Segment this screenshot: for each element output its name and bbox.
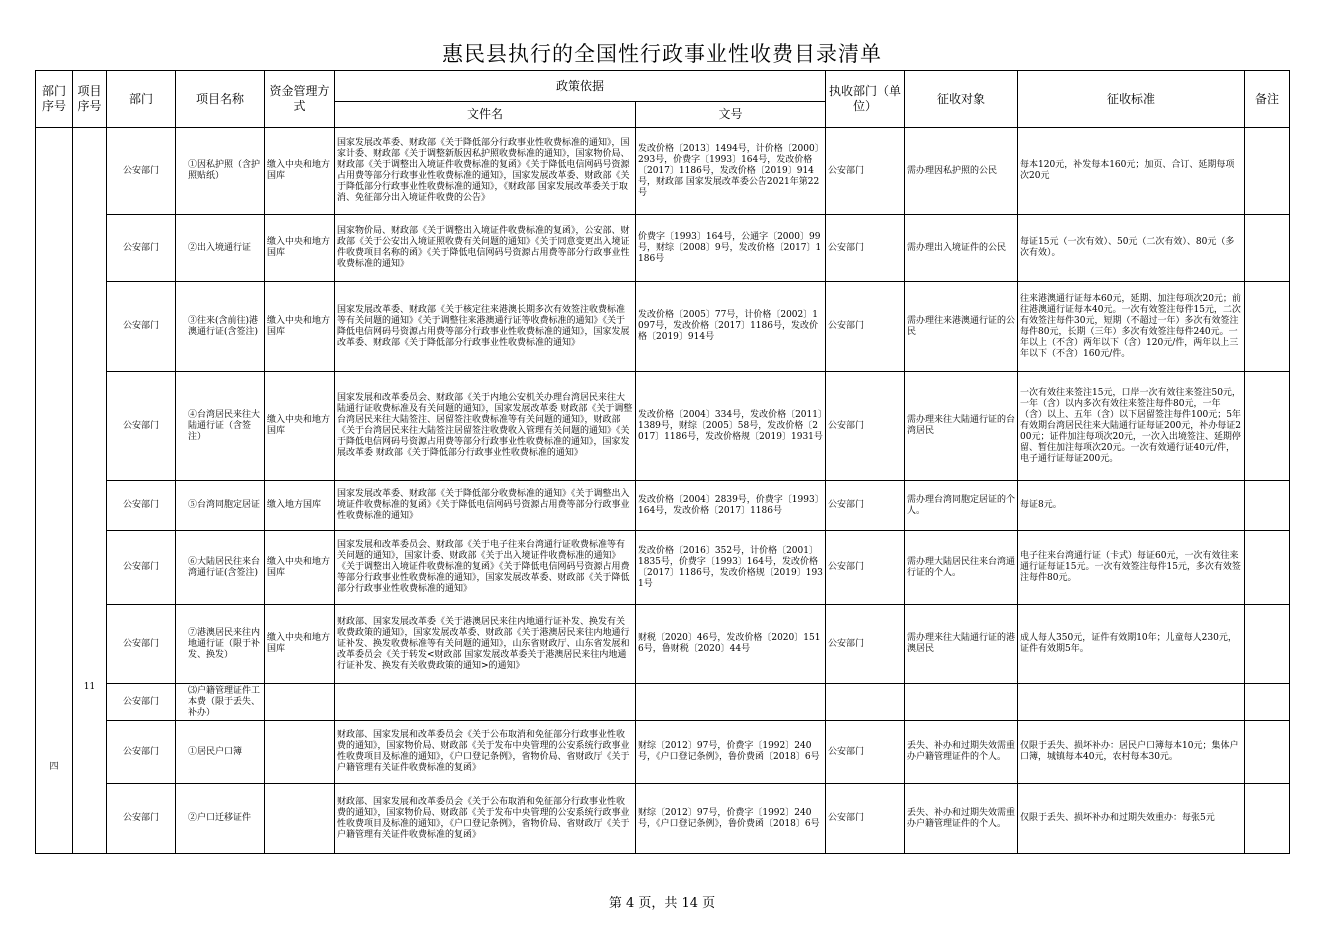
doc-no-cell: 价费字〔1993〕164号，公通字〔2000〕99号，财综〔2008〕9号，发改价格〔2017〕1186号 <box>636 215 826 282</box>
fund-cell <box>265 684 335 721</box>
item-seq-cell: 11 <box>73 128 107 854</box>
doc-no-cell: 发改价格〔2016〕352号，计价格〔2001〕1835号，价费字〔1993〕164号，发改价格〔2017〕1186号，发改价格规〔2019〕1931号 <box>636 531 826 605</box>
item-name-cell: ③往来(含前往)港澳通行证(含签注) <box>176 282 265 372</box>
header-standard: 征收标准 <box>1018 71 1245 128</box>
doc-no-cell: 财税〔2020〕46号，发改价格〔2020〕1516号，鲁财税〔2020〕44号 <box>636 605 826 684</box>
page-title: 惠民县执行的全国性行政事业性收费目录清单 <box>442 42 882 66</box>
target-cell: 丢失、补办和过期失效需重办户籍管理证件的个人。 <box>905 784 1018 854</box>
header-remark: 备注 <box>1245 71 1290 128</box>
doc-name-cell: 财政部、国家发展和改革委员会《关于公布取消和免征部分行政事业性收费的通知》，国家物价局、财政部《关于发布中央管理的公安系统行政事业性收费项目及标准的通知》，《户口登记条例》，省物价局、省财政厅《关于户籍管理有关证件收费标准的复函》 <box>335 784 636 854</box>
table-row <box>36 128 1290 215</box>
fund-cell: 缴入中央和地方国库 <box>265 531 335 605</box>
doc-name-cell: 国家发展改革委、财政部《关于降低部分行政事业性收费标准的通知》，国家计委、财政部《关于调整新版因私护照收费标准的通知》，国家物价局、财政部《关于调整出入境证件收费标准的复函》《关于降低电信网码号资源占用费等部分行政事业性收费标准的通知》，国家发展改革委、财政部《关于降低部分行政事业性收费标准的通知》，《财政部 国家发展改革委关于取消、免征部分出入境证件收费的公告》 <box>335 128 636 215</box>
target-cell: 丢失、补办和过期失效需重办户籍管理证件的个人。 <box>905 721 1018 784</box>
dept-cell: 公安部门 <box>107 128 176 215</box>
remark-cell <box>1245 282 1290 372</box>
remark-cell <box>1245 684 1290 721</box>
fund-cell: 缴入中央和地方国库 <box>265 605 335 684</box>
table-row <box>36 531 1290 605</box>
standard-cell: 一次有效往来签注15元，口岸一次有效往来签注50元，一年（含）以内多次有效往来签注每件80元，一年（含）以上、五年（含）以下居留签注每件100元；5年有效期台湾居民往来大陆通行证每证200元，补办每证200元；证件加注每项次20元，一次入出境签注、延期停留、暂住加注每项次20元。一次有效通行证40元/件，电子通行证每证200元。 <box>1018 372 1245 481</box>
dept-cell: 公安部门 <box>107 372 176 481</box>
exec-dept-cell: 公安部门 <box>826 784 905 854</box>
standard-cell: 仅限于丢失、损坏补办和过期失效重办：每张5元 <box>1018 784 1245 854</box>
item-name-cell: ⑥大陆居民往来台湾通行证(含签注) <box>176 531 265 605</box>
dept-cell: 公安部门 <box>107 481 176 531</box>
fund-cell: 缴入中央和地方国库 <box>265 282 335 372</box>
doc-name-cell: 财政部、国家发展和改革委员会《关于公布取消和免征部分行政事业性收费的通知》，国家物价局、财政部《关于发布中央管理的公安系统行政事业性收费项目及标准的通知》，《户口登记条例》，省物价局、省财政厅《关于户籍管理有关证件收费标准的复函》 <box>335 721 636 784</box>
doc-name-cell: 国家发展和改革委员会、财政部《关于内地公安机关办理台湾居民来往大陆通行证收费标准及有关问题的通知》，国家发展改革委 财政部《关于调整台湾居民来往大陆签注、居留签注收费标准等有关问题的通知》，财政部《关于台湾居民来往大陆签注居留签注收费收入管理有关问题的通知》《关于降低电信网码号资源占用费等部分行政事业性收费标准的通知》，国家发展改革委 财政部《关于降低部分行政事业性收费标准的通知》 <box>335 372 636 481</box>
item-name-cell: ②户口迁移证件 <box>176 784 265 854</box>
doc-name-cell: 财政部、国家发展改革委《关于港澳居民来往内地通行证补发、换发有关收费政策的通知》，国家发展改革委、财政部《关于港澳居民来往内地通行证补发、换发收费标准等有关问题的通知》，山东省财政厅、山东省发展和改革委员会《关于转发<财政部 国家发展改革委关于港澳居民来往内地通行证补发、换发有关收费政策的通知>的通知》 <box>335 605 636 684</box>
doc-name-cell: 国家发展和改革委员会、财政部《关于电子往来台湾通行证收费标准等有关问题的通知》，国家计委、财政部《关于出入境证件收费标准的通知》《关于调整出入境证件收费标准的复函》《关于降低电信网码号资源占用费等部分行政事业性收费标准的通知》，国家发展改革委、财政部《关于降低部分行政事业性收费标准的通知》 <box>335 531 636 605</box>
exec-dept-cell: 公安部门 <box>826 605 905 684</box>
remark-cell <box>1245 605 1290 684</box>
remark-cell <box>1245 215 1290 282</box>
table-row <box>36 605 1290 684</box>
doc-name-cell: 国家物价局、财政部《关于调整出入境证件收费标准的复函》，公安部、财政部《关于公安出入境证照收费有关问题的通知》《关于同意变更出入境证件收费项目名称的函》《关于降低电信网码号资源占用费等部分行政事业性收费标准的通知》 <box>335 215 636 282</box>
standard-cell: 仅限于丢失、损坏补办：居民户口簿每本10元；集体户口簿，城镇每本40元，农村每本30元。 <box>1018 721 1245 784</box>
doc-no-cell: 发改价格〔2013〕1494号，计价格〔2000〕293号，价费字〔1993〕164号，发改价格〔2017〕1186号，发改价格〔2019〕914号，财政部 国家发展改革委公告2021年第22号 <box>636 128 826 215</box>
item-name-cell: ④台湾居民来往大陆通行证（含签注） <box>176 372 265 481</box>
item-name-cell: ⑶户籍管理证件工本费（限于丢失、补办） <box>176 684 265 721</box>
header-fund-mgmt: 资金管理方式 <box>265 71 335 128</box>
dept-cell: 公安部门 <box>107 684 176 721</box>
item-name-cell: ⑦港澳居民来往内地通行证（限于补发、换发） <box>176 605 265 684</box>
doc-no-cell: 财综〔2012〕97号，价费字〔1992〕240号，《户口登记条例》，鲁价费函〔2018〕6号 <box>636 784 826 854</box>
dept-cell: 公安部门 <box>107 605 176 684</box>
standard-cell: 每证15元（一次有效）、50元（二次有效）、80元（多次有效）。 <box>1018 215 1245 282</box>
standard-cell: 电子往来台湾通行证（卡式）每证60元，一次有效往来通行证每证15元。一次有效签注每件15元，多次有效签注每件80元。 <box>1018 531 1245 605</box>
table-row <box>36 721 1290 784</box>
exec-dept-cell: 公安部门 <box>826 721 905 784</box>
item-name-cell: ①居民户口簿 <box>176 721 265 784</box>
table-row <box>36 684 1290 721</box>
header-policy-basis: 政策依据 <box>335 71 826 102</box>
doc-no-cell: 财综〔2012〕97号，价费字〔1992〕240号，《户口登记条例》，鲁价费函〔2018〕6号 <box>636 721 826 784</box>
fund-cell: 缴入中央和地方国库 <box>265 372 335 481</box>
exec-dept-cell: 公安部门 <box>826 128 905 215</box>
standard-cell: 往来港澳通行证每本60元，延期、加注每项次20元；前往港澳通行证每本40元。一次有效签注每件15元，二次有效签注每件30元，短期（不超过一年）多次有效签注每件80元，长期（三年）多次有效签注每件240元。一年以上（不含）两年以下（含）120元/件，两年以上三年以下（不含）160元/件。 <box>1018 282 1245 372</box>
fund-cell: 缴入地方国库 <box>265 481 335 531</box>
target-cell: 需办理出入境证件的公民 <box>905 215 1018 282</box>
target-cell: 需办理台湾同胞定居证的个人。 <box>905 481 1018 531</box>
target-cell: 需办理大陆居民往来台湾通行证的个人。 <box>905 531 1018 605</box>
header-dept: 部门 <box>107 71 176 128</box>
exec-dept-cell: 公安部门 <box>826 372 905 481</box>
header-dept-seq: 部门序号 <box>36 71 73 128</box>
remark-cell <box>1245 481 1290 531</box>
doc-name-cell: 国家发展改革委、财政部《关于降低部分收费标准的通知》《关于调整出入境证件收费标准的复函》《关于降低电信网码号资源占用费等部分行政事业性收费标准的通知》 <box>335 481 636 531</box>
remark-cell <box>1245 128 1290 215</box>
exec-dept-cell: 公安部门 <box>826 481 905 531</box>
exec-dept-cell: 公安部门 <box>826 282 905 372</box>
header-item-name: 项目名称 <box>176 71 265 128</box>
dept-cell: 公安部门 <box>107 215 176 282</box>
header-doc-name: 文件名 <box>335 102 636 128</box>
item-name-cell: ①因私护照（含护照贴纸） <box>176 128 265 215</box>
table-row <box>36 215 1290 282</box>
doc-no-cell: 发改价格〔2005〕77号，计价格〔2002〕1097号，发改价格〔2017〕1186号，发改价格〔2019〕914号 <box>636 282 826 372</box>
remark-cell <box>1245 784 1290 854</box>
exec-dept-cell <box>826 684 905 721</box>
doc-name-cell: 国家发展改革委、财政部《关于核定往来港澳长期多次有效签注收费标准等有关问题的通知》《关于调整往来港澳通行证等收费标准的通知》《关于降低电信网码号资源占用费等部分行政事业性收费标准的通知》，国家发展改革委、财政部《关于降低部分行政事业性收费标准的通知》 <box>335 282 636 372</box>
dept-cell: 公安部门 <box>107 721 176 784</box>
target-cell: 需办理往来港澳通行证的公民 <box>905 282 1018 372</box>
exec-dept-cell: 公安部门 <box>826 531 905 605</box>
standard-cell: 每证8元。 <box>1018 481 1245 531</box>
dept-cell: 公安部门 <box>107 784 176 854</box>
page-footer: 第 4 页，共 14 页 <box>608 896 716 911</box>
item-name-cell: ⑤台湾同胞定居证 <box>176 481 265 531</box>
header-item-seq: 项目序号 <box>73 71 107 128</box>
item-name-cell: ②出入境通行证 <box>176 215 265 282</box>
fund-cell: 缴入中央和地方国库 <box>265 215 335 282</box>
fund-cell <box>265 721 335 784</box>
target-cell <box>905 684 1018 721</box>
remark-cell <box>1245 721 1290 784</box>
exec-dept-cell: 公安部门 <box>826 215 905 282</box>
fee-catalog-table <box>35 70 1290 854</box>
doc-no-cell <box>636 684 826 721</box>
target-cell: 需办理来往大陆通行证的台湾居民 <box>905 372 1018 481</box>
table-row <box>36 481 1290 531</box>
dept-seq-cell: 四 <box>36 128 73 854</box>
fund-cell: 缴入中央和地方国库 <box>265 128 335 215</box>
header-doc-no: 文号 <box>636 102 826 128</box>
standard-cell: 成人每人350元，证件有效期10年；儿童每人230元，证件有效期5年。 <box>1018 605 1245 684</box>
remark-cell <box>1245 531 1290 605</box>
doc-name-cell <box>335 684 636 721</box>
doc-no-cell: 发改价格〔2004〕334号，发改价格〔2011〕1389号，财综〔2005〕58号，发改价格〔2017〕1186号，发改价格规〔2019〕1931号 <box>636 372 826 481</box>
remark-cell <box>1245 372 1290 481</box>
target-cell: 需办理因私护照的公民 <box>905 128 1018 215</box>
header-exec-dept: 执收部门（单位） <box>826 71 905 128</box>
fund-cell <box>265 784 335 854</box>
standard-cell <box>1018 684 1245 721</box>
doc-no-cell: 发改价格〔2004〕2839号，价费字〔1993〕164号，发改价格〔2017〕1186号 <box>636 481 826 531</box>
table-row <box>36 282 1290 372</box>
target-cell: 需办理来往大陆通行证的港澳居民 <box>905 605 1018 684</box>
table-row <box>36 372 1290 481</box>
dept-cell: 公安部门 <box>107 531 176 605</box>
header-target: 征收对象 <box>905 71 1018 128</box>
standard-cell: 每本120元，补发每本160元；加页、合订、延期每项次20元 <box>1018 128 1245 215</box>
table-row <box>36 784 1290 854</box>
dept-cell: 公安部门 <box>107 282 176 372</box>
